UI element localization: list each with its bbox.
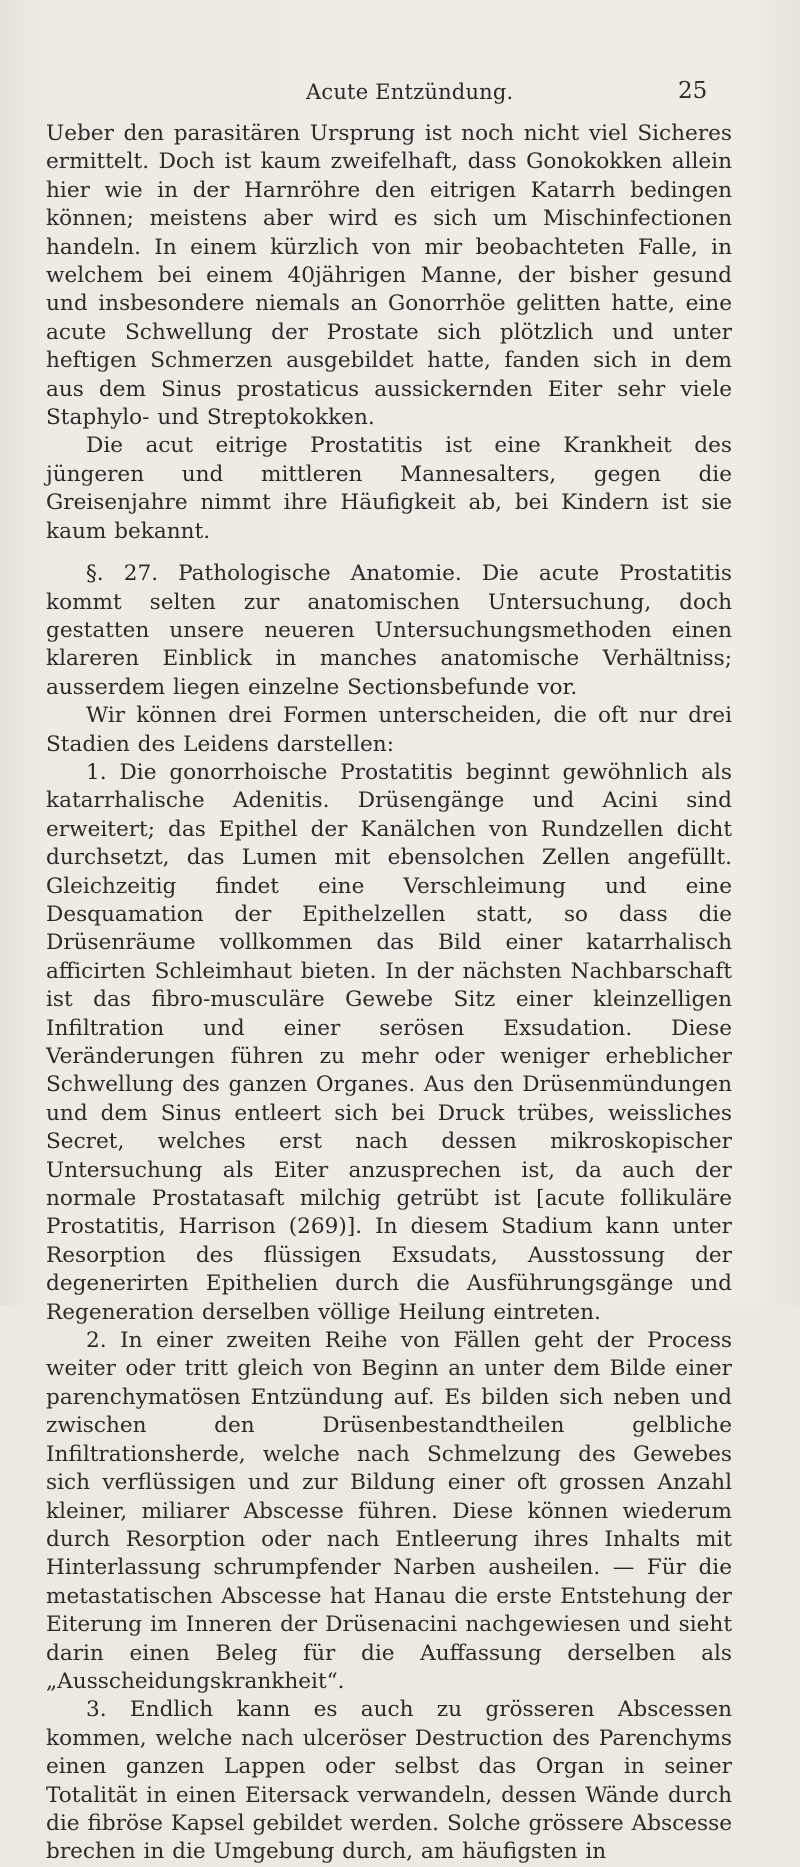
body-text	[46, 120, 732, 1867]
paragraph-pathological-anatomy: §. 27. Pathologische Anatomie. Die acute Prostatitis kommt selten zur anatomischen Untersuchung, doch gestatten unsere neueren Untersuchungsmethoden einen klareren Einblick in manches anatomische Verhältniss; ausserdem liegen einzelne Sectionsbefunde vor.	[46, 561, 732, 700]
paragraph-age-frequency: Die acut eitrige Prostatitis ist eine Krankheit des jüngeren und mittleren Mannesalters, gegen die Greisenjahre nimmt ihre Häufigkeit ab, bei Kindern ist sie kaum bekannt.	[46, 433, 732, 544]
page-number: 25	[678, 78, 708, 104]
running-title: Acute Entzündung.	[306, 80, 514, 104]
paragraph-form-1: 1. Die gonorrhoische Prostatitis beginnt gewöhnlich als katarrhalische Adenitis. Drüsengänge und Acini sind erweitert; das Epithel der Kanälchen von Rundzellen dicht durchsetzt, das Lumen mit ebensolchen Zellen angefüllt. Gleichzeitig findet eine Verschleimung und eine Desquamation der Epithelzellen statt, so dass die Drüsenräume vollkommen das Bild einer katarrhalisch afficirten Schleimhaut bieten. In der nächsten Nachbarschaft ist das fibro-musculäre Gewebe Sitz einer kleinzelligen Infiltration und einer serösen Exsudation. Diese Veränderungen führen zu mehr oder weniger erheblicher Schwellung des ganzen Organes. Aus den Drüsenmündungen und dem Sinus entleert sich bei Druck trübes, weissliches Secret, welches erst nach dessen mikroskopischer Untersuchung als Eiter anzusprechen ist, da auch der normale Prostatasaft milchig getrübt ist [acute follikuläre Prostatitis, Harrison (269)]. In diesem Stadium kann unter Resorption des flüssigen Exsudats, Ausstossung der degenerirten Epithelien durch die Ausführungsgänge und Regeneration derselben völlige Heilung eintreten.	[46, 759, 732, 1325]
paragraph-three-forms: Wir können drei Formen unterscheiden, die oft nur drei Stadien des Leidens darstellen:	[46, 703, 732, 757]
paragraph-parasitic-origin: Ueber den parasitären Ursprung ist noch nicht viel Sicheres ermittelt. Doch ist kaum zweifelhaft, dass Gonokokken allein hier wie in der Harnröhre den eitrigen Katarrh bedingen können; meistens aber wird es sich um Mischinfectionen handeln. In einem kürzlich von mir beobachteten Falle, in welchem bei einem 40jährigen Manne, der bisher gesund und insbesondere niemals an Gonorrhöe gelitten hatte, eine acute Schwellung der Prostate sich plötzlich und unter heftigen Schmerzen ausgebildet hatte, fanden sich in dem aus dem Sinus prostaticus aussickernden Eiter sehr viele Staphylo- und Streptokokken.	[46, 121, 732, 431]
paragraph-form-2: 2. In einer zweiten Reihe von Fällen geht der Process weiter oder tritt gleich von Beginn an unter dem Bilde einer parenchymatösen Entzündung auf. Es bilden sich neben und zwischen den Drüsenbestandtheilen gelbliche Infiltrationsherde, welche nach Schmelzung des Gewebes sich verflüssigen und zur Bildung einer oft grossen Anzahl kleiner, miliarer Abscesse führen. Diese können wiederum durch Resorption oder nach Entleerung ihres Inhalts mit Hinterlassung schrumpfender Narben ausheilen. — Für die metastatischen Abscesse hat Hanau die erste Entstehung der Eiterung im Inneren der Drüsenacini nachgewiesen und sieht darin einen Beleg für die Auffassung derselben als „Ausscheidungskrankheit“.	[46, 1328, 732, 1694]
paragraph-form-3: 3. Endlich kann es auch zu grösseren Abscessen kommen, welche nach ulceröser Destruction des Parenchyms einen ganzen Lappen oder selbst das Organ in seiner Totalität in einen Eitersack verwandeln, dessen Wände durch die fibröse Kapsel gebildet werden. Solche grössere Abscesse brechen in die Umgebung durch, am häufigsten in	[46, 1697, 732, 1865]
